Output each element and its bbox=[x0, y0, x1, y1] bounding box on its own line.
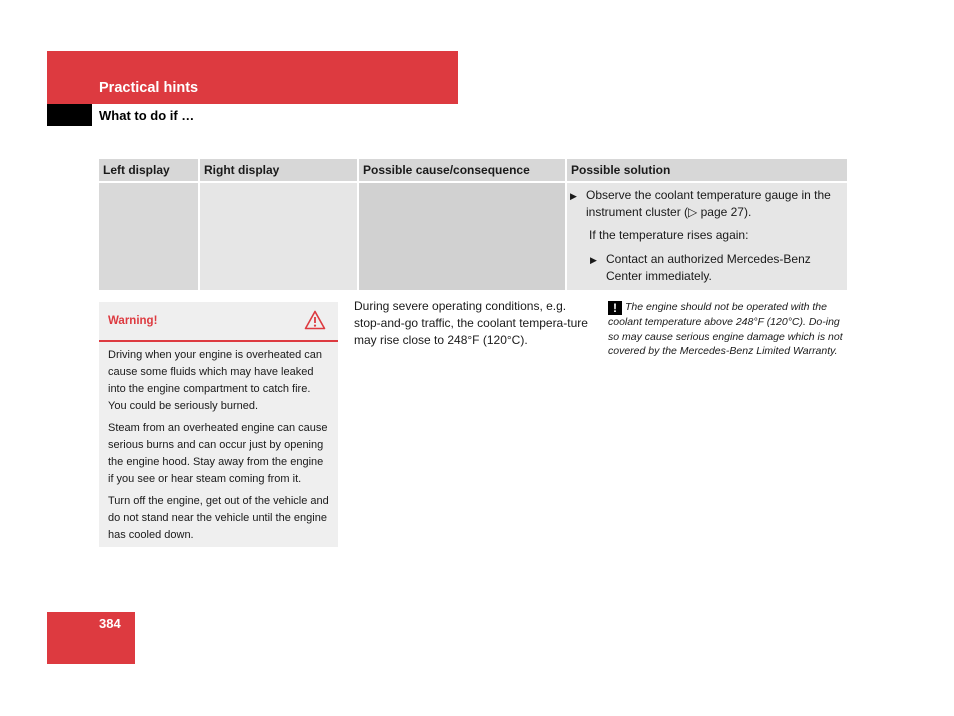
subsection-marker bbox=[47, 104, 92, 126]
solution-step bbox=[570, 187, 843, 220]
warning-paragraph: Steam from an overheated engine can cause serious burns and can occur just by opening the engine hood. Stay away from the engine if you see or hear steam coming from it. bbox=[108, 422, 328, 485]
solution-condition: If the temperature rises again: bbox=[589, 228, 749, 242]
caution-note bbox=[608, 300, 848, 359]
warning-triangle-icon bbox=[304, 310, 326, 330]
cause-cell bbox=[358, 182, 566, 290]
left-display-cell bbox=[99, 182, 199, 290]
warning-title: Warning! bbox=[108, 315, 158, 327]
page-number-box bbox=[47, 612, 135, 664]
solution-step bbox=[570, 251, 843, 284]
subsection-title: What to do if … bbox=[99, 108, 195, 123]
operating-conditions-text: During severe operating conditions, e.g. stop-and-go traffic, the coolant tempera-ture may rise close to 248°F (120°C). bbox=[354, 299, 588, 347]
column-header-right-display: Right display bbox=[199, 159, 358, 182]
warning-paragraph: Driving when your engine is overheated can cause some fluids which may have leaked into the engine compartment to catch fire. You could be seriously burned. bbox=[108, 349, 323, 412]
warning-header bbox=[99, 302, 338, 342]
column-header-left-display: Left display bbox=[99, 159, 199, 182]
right-display-cell bbox=[199, 182, 358, 290]
column-header-solution: Possible solution bbox=[566, 159, 847, 182]
exclamation-icon: ! bbox=[608, 301, 622, 315]
header-band bbox=[47, 51, 458, 104]
section-title: Practical hints bbox=[99, 80, 199, 96]
warning-box bbox=[99, 302, 338, 547]
page-number: 384 bbox=[99, 616, 121, 631]
column-header-cause: Possible cause/consequence bbox=[358, 159, 566, 182]
warning-paragraph: Turn off the engine, get out of the vehicle and do not stand near the vehicle until the engine has cooled down. bbox=[108, 495, 329, 541]
table-row bbox=[99, 182, 847, 290]
table-header-row bbox=[99, 159, 847, 182]
solution-cell bbox=[566, 182, 847, 290]
bullet-arrow-icon: ▶ bbox=[590, 255, 597, 265]
solution-step-text: Contact an authorized Mercedes-Benz Center immediately. bbox=[606, 252, 811, 283]
solution-step-text: Observe the coolant temperature gauge in the instrument cluster (▷ page 27). bbox=[586, 188, 831, 219]
diagnosis-table bbox=[99, 159, 847, 290]
warning-body bbox=[99, 342, 338, 544]
caution-note-text: The engine should not be operated with the coolant temperature above 248°F (120°C). Do-ing so may cause serious engine damage which is not covered by the Mercedes-Benz Limited Warranty. bbox=[608, 301, 843, 358]
bullet-arrow-icon: ▶ bbox=[570, 191, 577, 201]
